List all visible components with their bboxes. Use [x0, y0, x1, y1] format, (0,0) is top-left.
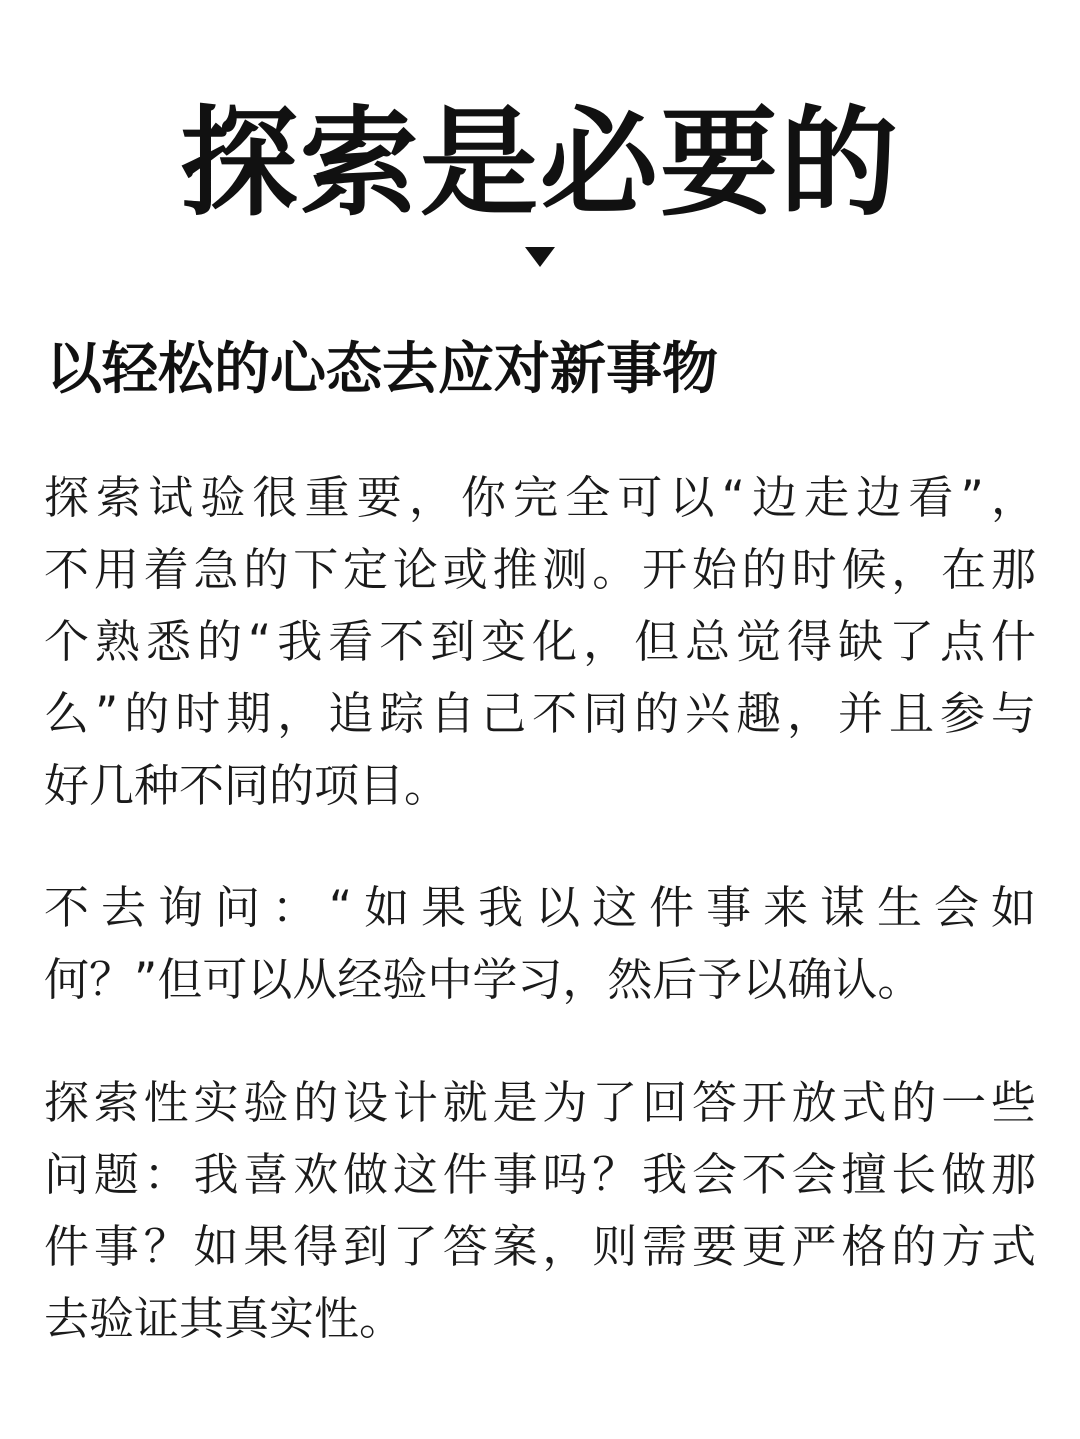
paragraph-1 — [44, 462, 1036, 822]
paragraph-line: 探索性实验的设计就是为了回答开放式的一些 — [44, 1076, 1036, 1129]
section-subtitle: 以轻松的心态去应对新事物 — [46, 337, 718, 402]
paragraph-line: 何？”但可以从经验中学习，然后予以确认。 — [44, 953, 923, 1006]
paragraph-line: 不用着急的下定论或推测。开始的时候，在那 — [44, 543, 1036, 596]
paragraph-line: 去验证其真实性。 — [44, 1292, 405, 1345]
paragraph-line: 个熟悉的“我看不到变化，但总觉得缺了点什 — [44, 615, 1036, 668]
paragraph-line: 不去询问：“如果我以这件事来谋生会如 — [44, 881, 1036, 934]
paragraph-line: 好几种不同的项目。 — [44, 759, 450, 812]
paragraph-line: 件事？如果得到了答案，则需要更严格的方式 — [44, 1220, 1036, 1273]
page-title: 探索是必要的 — [179, 94, 900, 232]
paragraph-2 — [44, 872, 1036, 1016]
paragraph-line: 问题：我喜欢做这件事吗？我会不会擅长做那 — [44, 1148, 1036, 1201]
paragraph-line: 探索试验很重要，你完全可以“边走边看”， — [44, 471, 1036, 524]
paragraph-line: 么”的时期，追踪自己不同的兴趣，并且参与 — [44, 687, 1036, 740]
triangle-down-icon — [525, 247, 555, 267]
paragraph-3 — [44, 1067, 1036, 1355]
